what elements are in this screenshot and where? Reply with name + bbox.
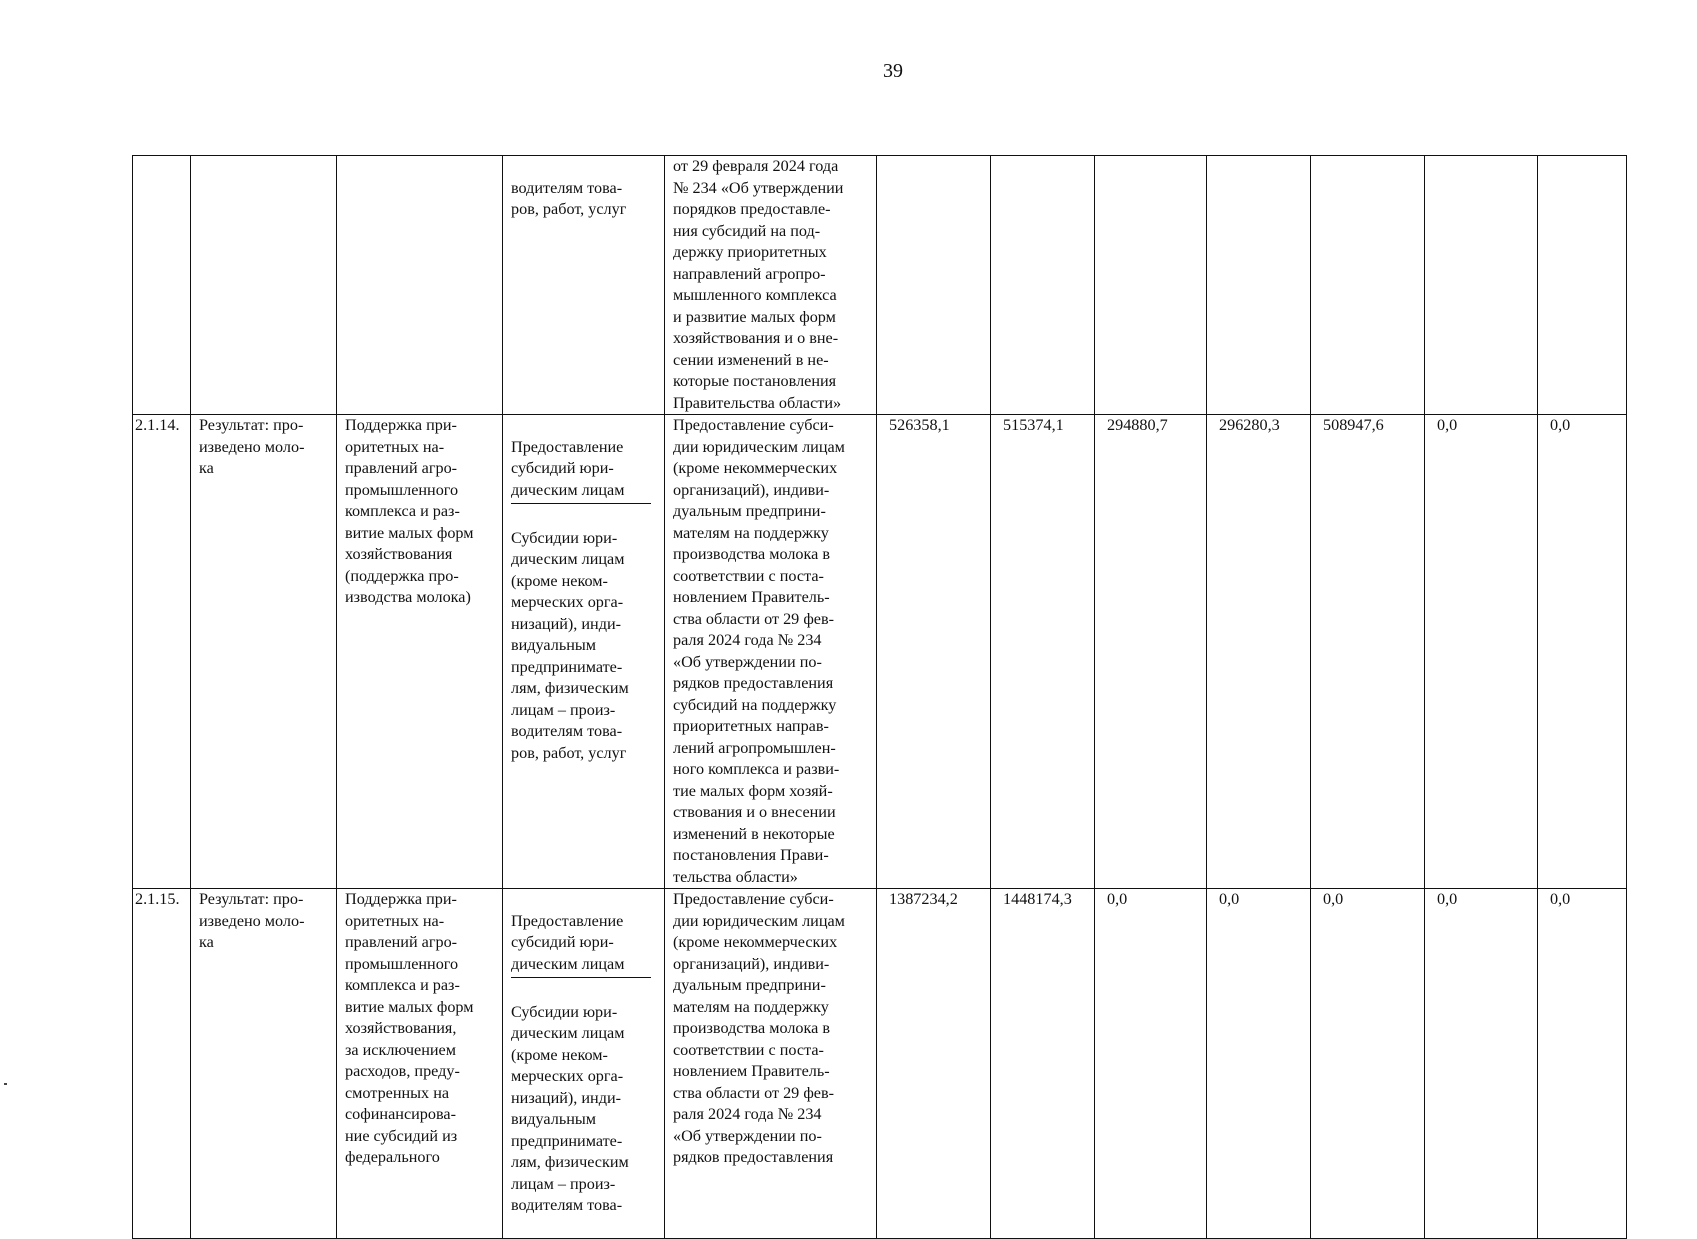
table-row bbox=[133, 415, 1627, 889]
tool-cell bbox=[503, 156, 665, 415]
tool-bottom-text: Субсидии юри- дическим лицам (кроме неком- мерческих орга- низаций), инди- видуальным предпринимате- лям, физическим лицам – произ- водителям това- bbox=[511, 1002, 629, 1214]
basis-cell: от 29 февраля 2024 года № 234 «Об утверждении порядков предоставле- ния субсидий на под- держку приоритетных направлений агропро- мышленного комплекса и развитие малых форм хозяйствования и о вне- сении изменений в не- которые постановления Правительства области» bbox=[665, 156, 877, 415]
event-cell: Поддержка при- оритетных на- правлений агро- промышленного комплекса и раз- витие малых форм хозяйствования, за исключением расходов, преду- смотренных на софинансирова- ние субсидий из федерального bbox=[337, 889, 503, 1239]
basis-cell: Предоставление субси- дии юридическим лицам (кроме некоммерческих организаций), индиви- дуальным предприни- мателям на поддержку производства молока в соответствии с поста- новлением Правитель- ства области от 29 фев- раля 2024 года № 234 «Об утверждении по- рядков предоставления субсидий на поддержку приоритетных направ- лений агропромышлен- ного комплекса и разви- тие малых форм хозяй- ствования и о внесении изменений в некоторые постановления Прави- тельства области» bbox=[665, 415, 877, 889]
value-cell: 515374,1 bbox=[991, 415, 1095, 889]
value-cell: 1448174,3 bbox=[991, 889, 1095, 1239]
value-cell: 526358,1 bbox=[877, 415, 991, 889]
value-cell: 296280,3 bbox=[1207, 415, 1311, 889]
value-cell: 1387234,2 bbox=[877, 889, 991, 1239]
result-cell: Результат: про- изведено моло- ка bbox=[191, 415, 337, 889]
scan-mark bbox=[4, 1083, 7, 1085]
program-table bbox=[132, 155, 1627, 1239]
value-cell bbox=[1538, 156, 1627, 415]
value-cell bbox=[877, 156, 991, 415]
tool-cell bbox=[503, 889, 665, 1239]
table-row bbox=[133, 889, 1627, 1239]
value-cell: 0,0 bbox=[1207, 889, 1311, 1239]
event-cell: Поддержка при- оритетных на- правлений агро- промышленного комплекса и раз- витие малых форм хозяйствования (поддержка про- изводства молока) bbox=[337, 415, 503, 889]
tool-cell bbox=[503, 415, 665, 889]
value-cell bbox=[1311, 156, 1425, 415]
value-cell: 294880,7 bbox=[1095, 415, 1207, 889]
value-cell: 0,0 bbox=[1538, 889, 1627, 1239]
value-cell: 0,0 bbox=[1425, 415, 1538, 889]
page-number: 39 bbox=[883, 60, 903, 82]
tool-top-text: Предоставление субсидий юри- дическим лицам bbox=[511, 911, 651, 979]
result-cell: Результат: про- изведено моло- ка bbox=[191, 889, 337, 1239]
value-cell: 0,0 bbox=[1425, 889, 1538, 1239]
tool-bottom-text: Субсидии юри- дическим лицам (кроме неком- мерческих орга- низаций), инди- видуальным предпринимате- лям, физическим лицам – произ- водителям това- ров, работ, услуг bbox=[511, 528, 629, 762]
tool-top-text: Предоставление субсидий юри- дическим лицам bbox=[511, 437, 651, 505]
tool-bottom-text: водителям това- ров, работ, услуг bbox=[511, 178, 627, 218]
value-cell: 508947,6 bbox=[1311, 415, 1425, 889]
value-cell bbox=[1095, 156, 1207, 415]
value-cell: 0,0 bbox=[1311, 889, 1425, 1239]
result-cell bbox=[191, 156, 337, 415]
table-row bbox=[133, 156, 1627, 415]
basis-cell: Предоставление субси- дии юридическим лицам (кроме некоммерческих организаций), индиви- дуальным предприни- мателям на поддержку производства молока в соответствии с поста- новлением Правитель- ства области от 29 фев- раля 2024 года № 234 «Об утверждении по- рядков предоставления bbox=[665, 889, 877, 1239]
value-cell bbox=[1207, 156, 1311, 415]
value-cell bbox=[991, 156, 1095, 415]
value-cell: 0,0 bbox=[1095, 889, 1207, 1239]
row-number bbox=[133, 156, 191, 415]
event-cell bbox=[337, 156, 503, 415]
value-cell bbox=[1425, 156, 1538, 415]
value-cell: 0,0 bbox=[1538, 415, 1627, 889]
row-number: 2.1.14. bbox=[133, 415, 191, 889]
row-number: 2.1.15. bbox=[133, 889, 191, 1239]
